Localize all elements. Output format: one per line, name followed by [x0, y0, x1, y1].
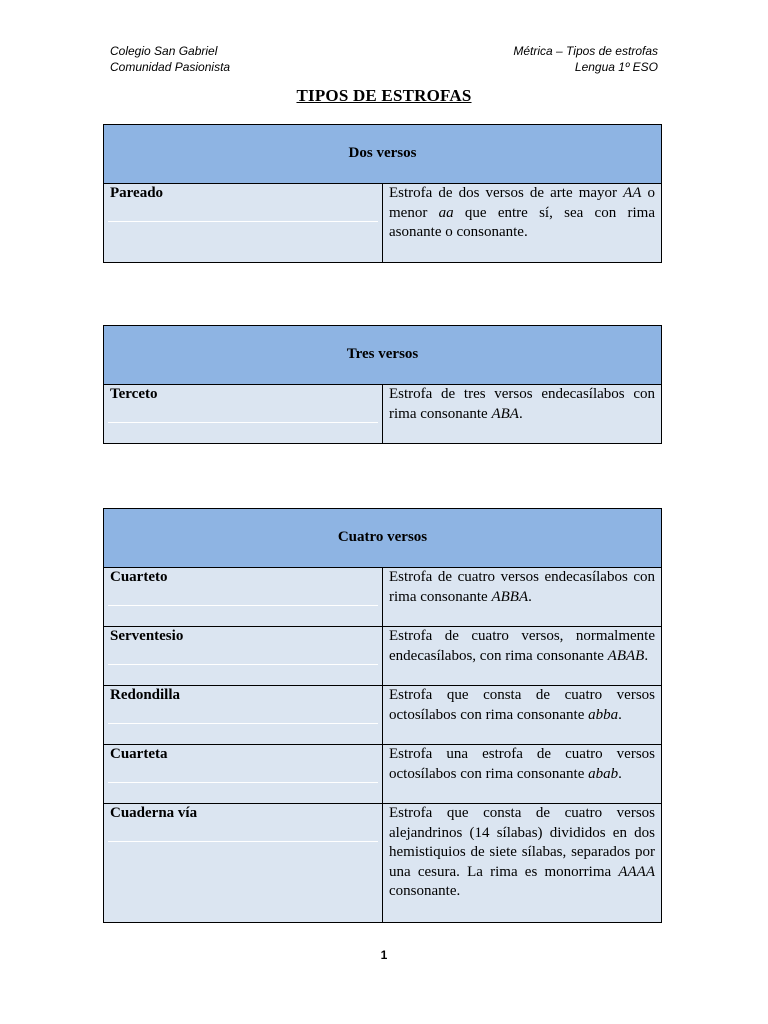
stanza-description	[383, 745, 662, 804]
stanza-name: Serventesio	[110, 628, 184, 644]
stanza-description	[383, 385, 662, 444]
description-text: Estrofa de cuatro versos endecasílabos con rima consonante	[389, 569, 655, 605]
stanza-description	[383, 184, 662, 263]
stanza-name-cell	[104, 568, 383, 627]
table-heading: Cuatro versos	[104, 509, 662, 568]
description-text: .	[618, 765, 622, 782]
stanza-description	[383, 686, 662, 745]
description-text: Estrofa que consta de cuatro versos alejandrinos (14 sílabas) divididos en dos hemistiquios de siete sílabas, separados por una cesura. La rima es monorrima	[389, 805, 655, 880]
stanza-name-cell	[104, 804, 383, 923]
rhyme-scheme: AA	[623, 185, 642, 201]
stanza-description	[383, 568, 662, 627]
document-subject: Métrica – Tipos de estrofas	[513, 44, 658, 58]
cell-divider	[108, 782, 378, 783]
table-row	[104, 385, 662, 444]
stanza-name-cell	[104, 627, 383, 686]
table-row	[104, 686, 662, 745]
community-name: Comunidad Pasionista	[110, 60, 231, 74]
table-row	[104, 804, 662, 923]
stanza-name-cell	[104, 686, 383, 745]
table-row	[104, 745, 662, 804]
table-row	[104, 184, 662, 263]
cell-divider	[108, 422, 378, 423]
rhyme-scheme: aa	[438, 204, 454, 221]
rhyme-scheme: abba	[588, 706, 619, 723]
rhyme-scheme: AAAA	[618, 863, 655, 880]
rhyme-scheme: abab	[588, 765, 619, 782]
stanza-name: Pareado	[110, 185, 164, 201]
cell-divider	[108, 221, 378, 222]
stanza-name: Cuaderna vía	[110, 805, 198, 821]
page-header-right	[513, 43, 658, 75]
rhyme-scheme: ABAB	[607, 647, 645, 664]
description-text: Estrofa una estrofa de cuatro versos octosílabos con rima consonante	[389, 746, 655, 782]
stanza-name-cell	[104, 745, 383, 804]
course-level: Lengua 1º ESO	[574, 60, 658, 74]
page-number: 1	[380, 948, 388, 962]
page-title: TIPOS DE ESTROFAS	[296, 86, 472, 105]
cell-divider	[108, 605, 378, 606]
description-text: consonante.	[389, 883, 461, 900]
description-text: .	[518, 405, 523, 422]
description-text: .	[644, 647, 649, 664]
school-name: Colegio San Gabriel	[110, 44, 218, 58]
description-text: Estrofa de tres versos endecasílabos con rima consonante	[389, 386, 655, 422]
stanza-name-cell	[104, 385, 383, 444]
description-text: .	[528, 588, 532, 605]
page-header-left	[110, 43, 230, 75]
table-dos-versos	[103, 124, 662, 263]
table-cuatro-versos	[103, 508, 662, 923]
stanza-name: Redondilla	[110, 687, 181, 703]
stanza-name: Terceto	[110, 386, 158, 402]
description-text: Estrofa que consta de cuatro versos octosílabos con rima consonante	[389, 687, 655, 723]
stanza-description	[383, 804, 662, 923]
stanza-name: Cuarteta	[110, 746, 168, 762]
description-text: Estrofa de cuatro versos, normalmente endecasílabos, con rima consonante	[389, 628, 655, 664]
table-heading: Dos versos	[104, 125, 662, 184]
table-tres-versos	[103, 325, 662, 444]
description-text: o menor	[389, 185, 655, 221]
cell-divider	[108, 723, 378, 724]
rhyme-scheme: ABA	[491, 405, 519, 422]
table-heading: Tres versos	[104, 326, 662, 385]
rhyme-scheme: ABBA	[491, 588, 529, 605]
table-row	[104, 627, 662, 686]
description-text: .	[618, 706, 622, 723]
stanza-description	[383, 627, 662, 686]
stanza-name: Cuarteto	[110, 569, 168, 585]
stanza-name-cell	[104, 184, 383, 263]
cell-divider	[108, 664, 378, 665]
cell-divider	[108, 841, 378, 842]
description-text: Estrofa de dos versos de arte mayor	[389, 185, 624, 201]
table-row	[104, 568, 662, 627]
description-text: que entre sí, sea con rima asonante o consonante.	[389, 204, 655, 241]
